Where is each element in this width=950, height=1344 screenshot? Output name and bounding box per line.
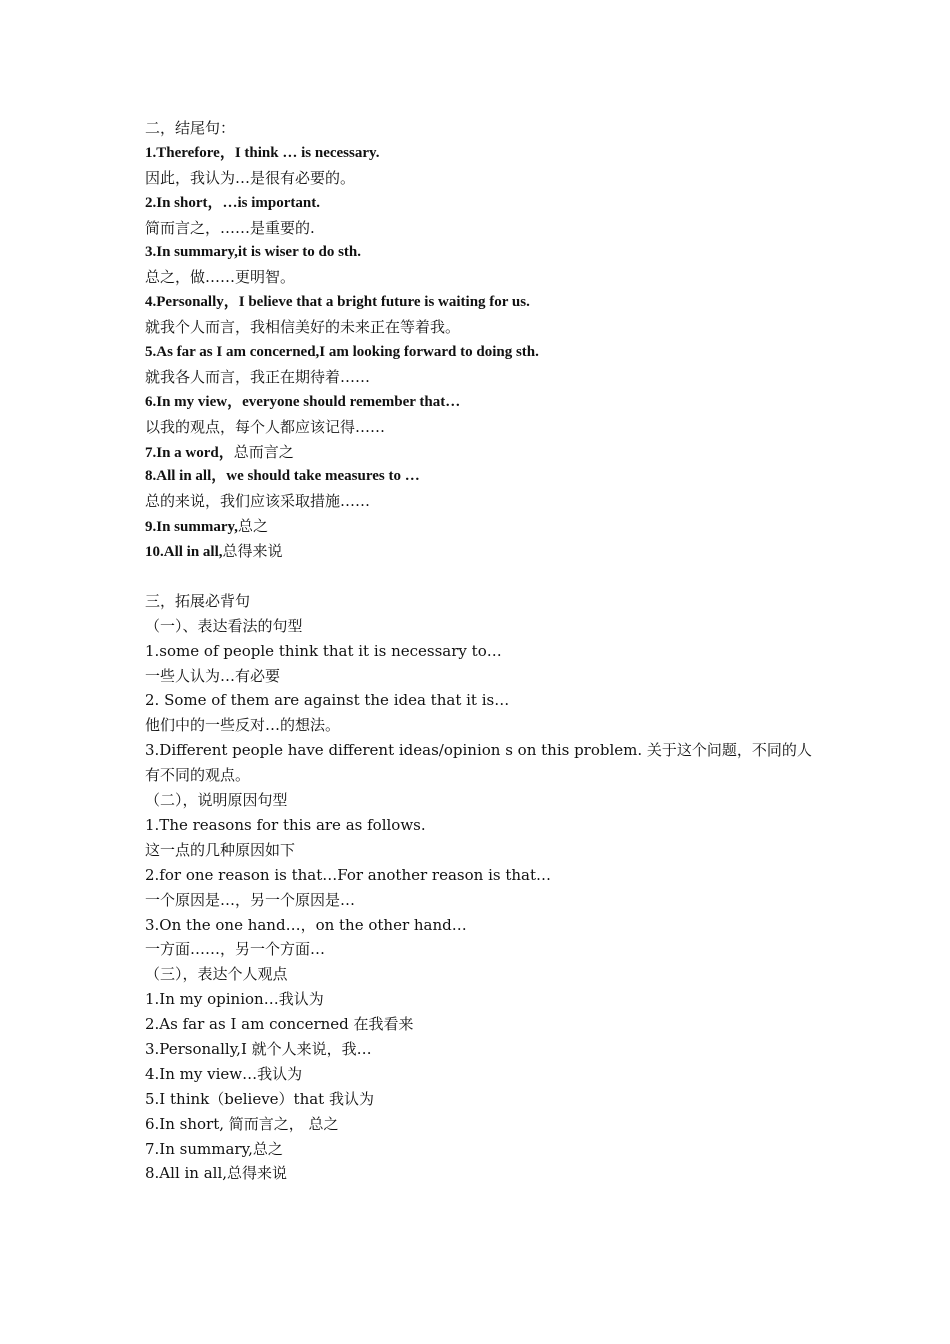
- sentence-line: 3.Personally,I 就个人来说，我…: [145, 1039, 372, 1058]
- sentence-line: 5.I think（believe）that 我认为: [145, 1089, 374, 1108]
- phrase-zh: 总之: [237, 517, 268, 536]
- sentence-line: 一方面……，另一个方面…: [145, 940, 326, 959]
- subsection-heading: （三），表达个人观点: [145, 965, 288, 984]
- phrase-en: 2.In short，…is important.: [145, 194, 321, 211]
- phrase-en: 6.In my view，everyone should remember that…: [145, 393, 461, 410]
- spacer: [145, 564, 825, 589]
- phrase-en: 3.In summary,it is wiser to do sth.: [145, 244, 361, 261]
- sentence-line: 7.In summary,总之: [145, 1139, 283, 1158]
- sentence-line: 2. Some of them are against the idea that it is…: [145, 691, 510, 710]
- sentence-line: 这一点的几种原因如下: [145, 840, 296, 859]
- phrase-zh: 就我各人而言，我正在期待着……: [145, 367, 371, 386]
- subsection-heading: （二），说明原因句型: [145, 791, 288, 810]
- phrase-zh: 总的来说，我们应该采取措施……: [145, 492, 371, 511]
- sentence-line: 8.All in all,总得来说: [145, 1164, 288, 1183]
- sentence-line: 2.for one reason is that…For another reason is that…: [145, 865, 552, 884]
- phrase-en: 10.All in all,: [145, 544, 223, 561]
- phrase-zh: 就我个人而言，我相信美好的未来正在等着我。: [145, 318, 461, 337]
- sentence-line: 他们中的一些反对…的想法。: [145, 716, 341, 735]
- phrase-en: 7.In a word，: [145, 444, 234, 461]
- sentence-line: 3.Different people have different ideas/opinion s on this problem. 关于这个问题，不同的人有不同的观点。: [145, 741, 812, 785]
- phrase-en: 4.Personally，I believe that a bright future is waiting for us.: [145, 294, 530, 311]
- phrase-line: [145, 514, 825, 539]
- phrase-en: 1.Therefore，I think … is necessary.: [145, 144, 380, 161]
- subsection-heading: （一）、表达看法的句型: [145, 616, 303, 635]
- phrase-zh: 因此，我认为…是很有必要的。: [145, 168, 356, 187]
- sentence-line: 1.In my opinion…我认为: [145, 990, 324, 1009]
- phrase-line: [145, 539, 825, 564]
- sentence-line: 6.In short, 简而言之， 总之: [145, 1114, 339, 1133]
- section-heading: 二，结尾句：: [145, 119, 236, 137]
- sentence-line: 2.As far as I am concerned 在我看来: [145, 1015, 414, 1034]
- phrase-zh: 总之，做……更明智。: [145, 268, 296, 287]
- phrase-en: 9.In summary,: [145, 519, 238, 536]
- phrase-zh: 总而言之: [233, 442, 294, 461]
- sentence-line: 1.some of people think that it is necessary to…: [145, 641, 502, 660]
- phrase-en: 5.As far as I am concerned,I am looking forward to doing sth.: [145, 344, 539, 361]
- phrase-zh: 以我的观点，每个人都应该记得……: [145, 417, 386, 436]
- sentence-line: 3.On the one hand…，on the other hand…: [145, 915, 467, 934]
- phrase-en: 8.All in all，we should take measures to …: [145, 468, 420, 485]
- phrase-zh: 总得来说: [222, 542, 283, 561]
- section-heading: 三，拓展必背句: [145, 591, 251, 610]
- phrase-zh: 简而言之，……是重要的.: [145, 218, 315, 237]
- sentence-line: 4.In my view…我认为: [145, 1064, 303, 1083]
- phrase-line: [145, 440, 825, 465]
- document-page: [145, 116, 825, 1186]
- sentence-line: 一个原因是…，另一个原因是…: [145, 890, 356, 909]
- sentence-line: 一些人认为…有必要: [145, 666, 281, 685]
- sentence-line: 1.The reasons for this are as follows.: [145, 815, 426, 834]
